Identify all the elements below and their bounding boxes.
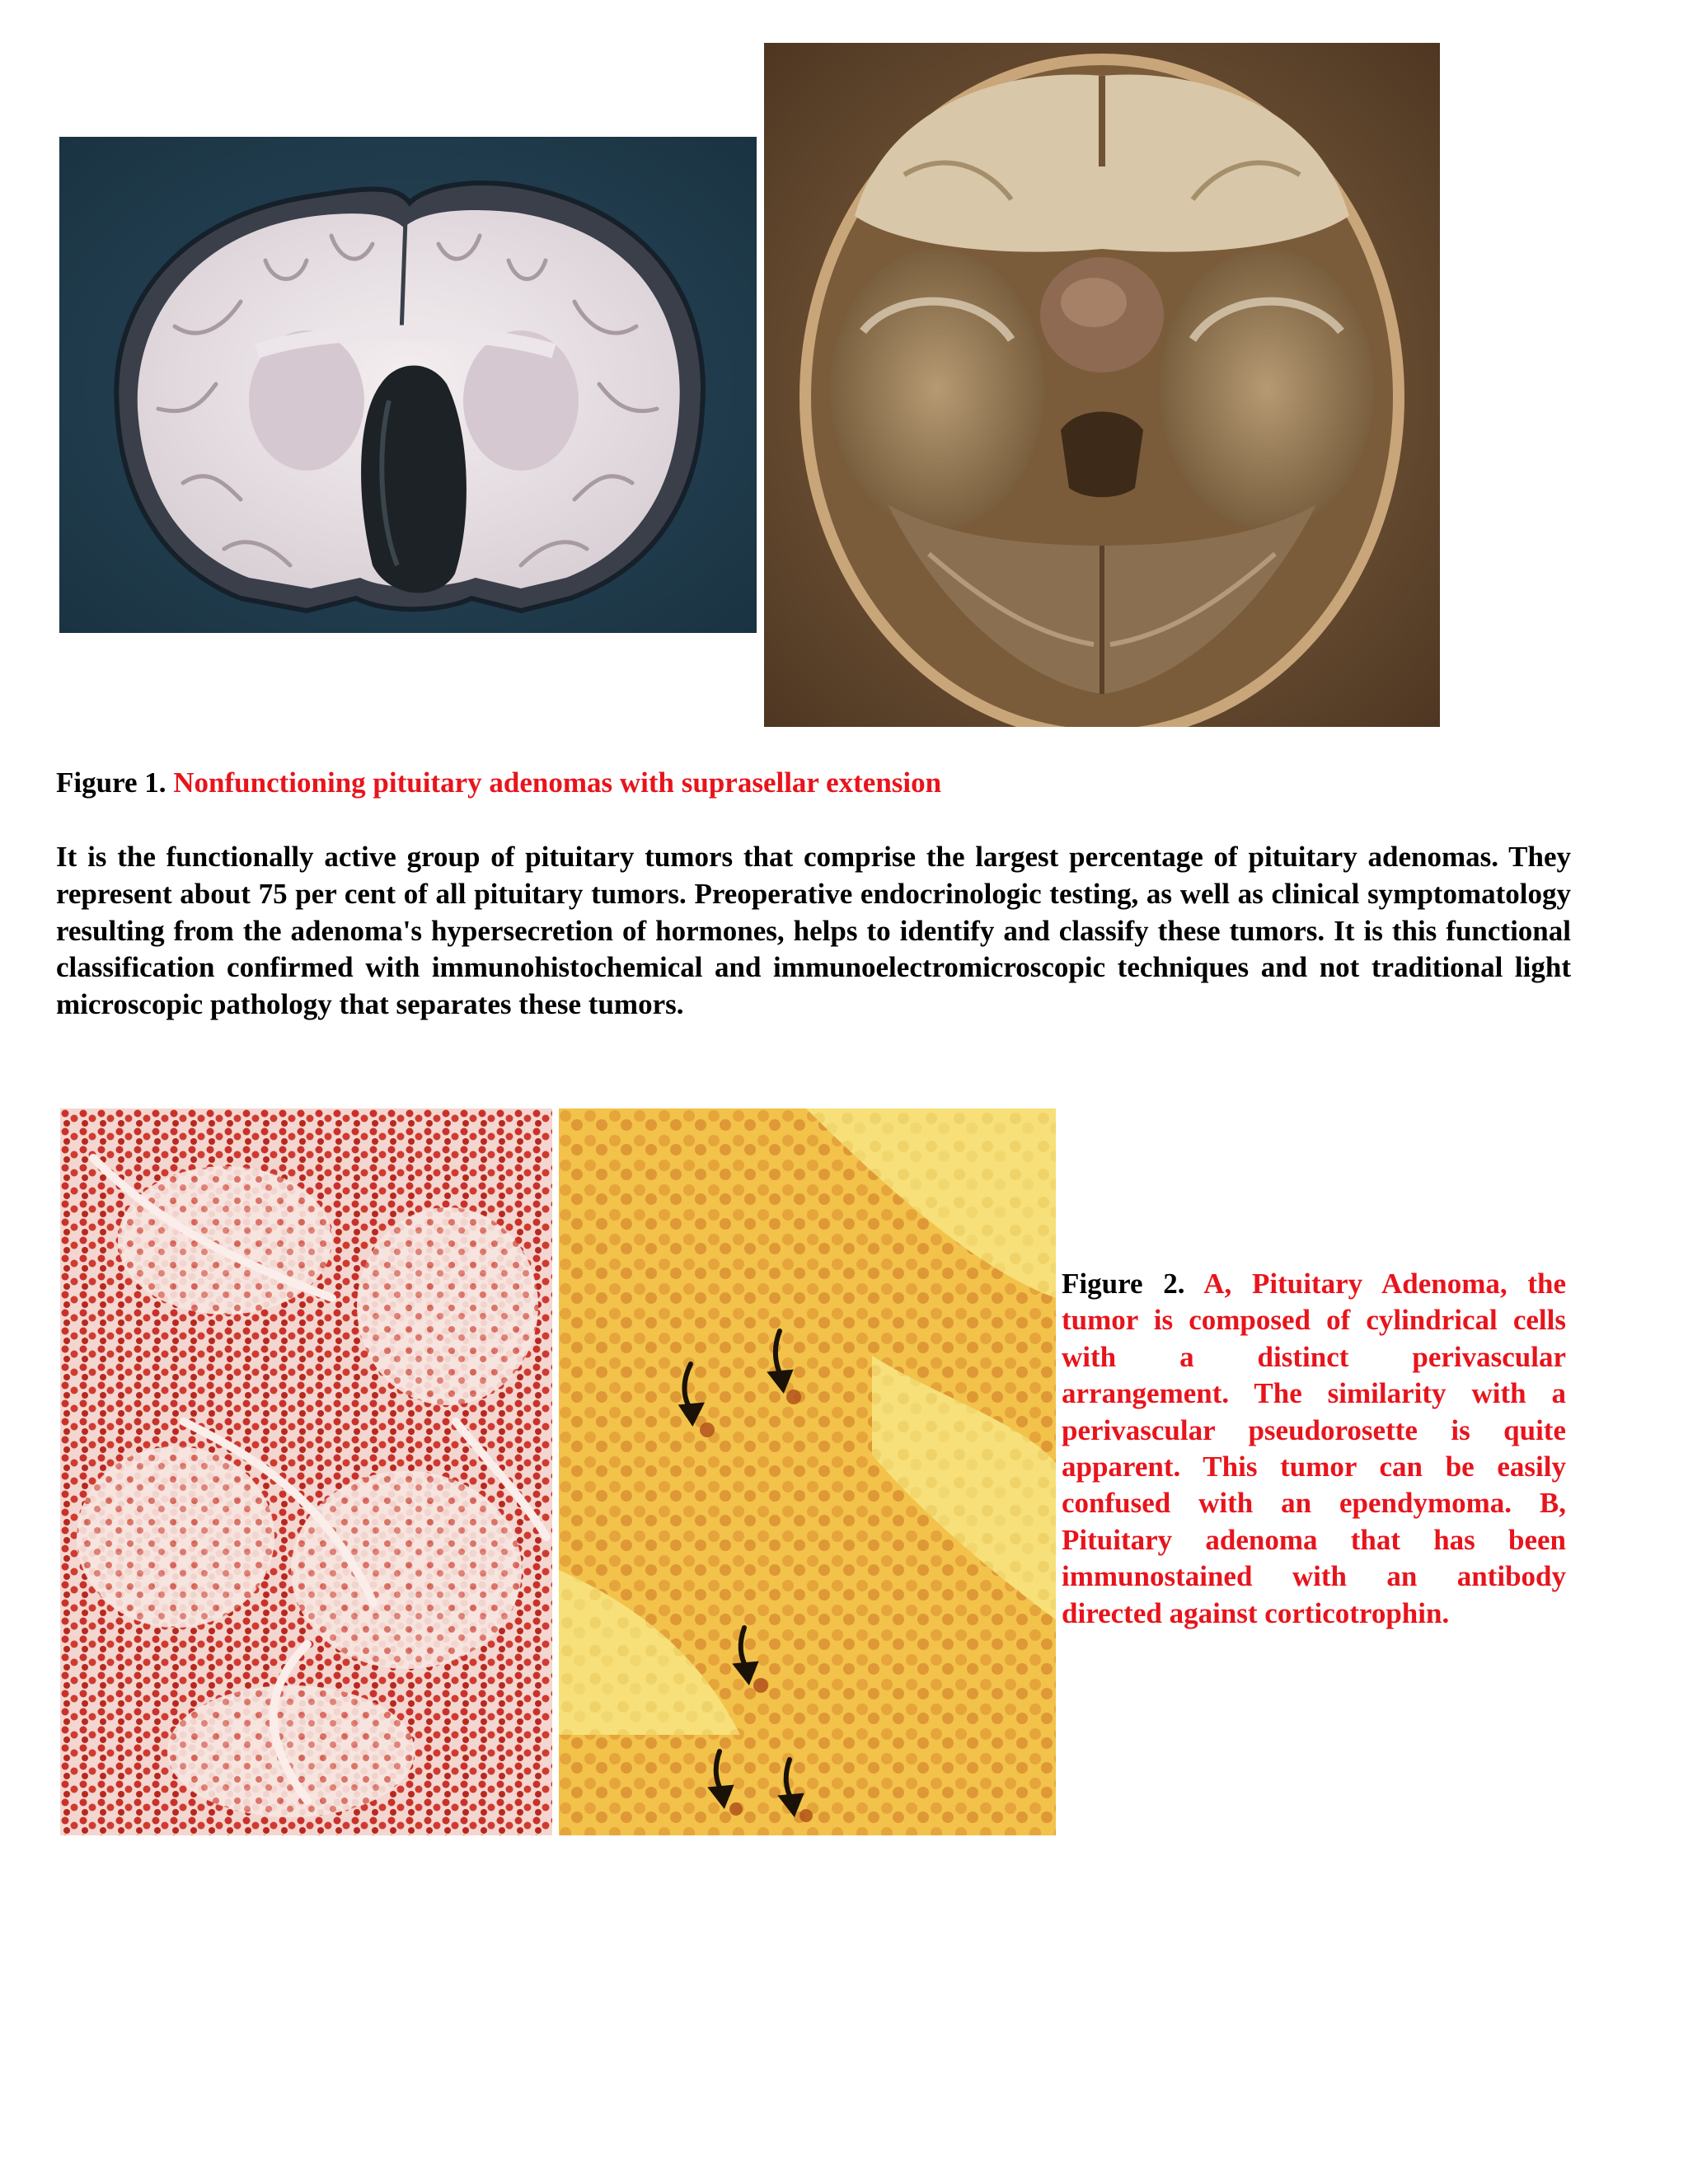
- skull-base-photo: [764, 43, 1440, 727]
- figure-1-title: Nonfunctioning pituitary adenomas with suprasellar extension: [173, 766, 942, 799]
- body-paragraph: It is the functionally active group of pituitary tumors that comprise the largest percentage of pituitary adenomas. They represent about 75 per cent of all pituitary tumors. Preoperative endocrinologic testing, as well as clinical symptomatology resulting from the adenoma's hypersecretion of hormones, helps to identify and classify these tumors. It is this functional classification confirmed with immunohistochemical and immunoelectromicroscopic techniques and not traditional light microscopic pathology that separates these tumors.: [56, 841, 1571, 1021]
- figure-1-label: Figure 1.: [56, 766, 166, 799]
- histology-he-photo: [60, 1108, 552, 1835]
- histology-immunostain-photo: [559, 1108, 1056, 1835]
- figure-2-text: A, Pituitary Adenoma, the tumor is composed of cylindrical cells with a distinct perivascular arrangement. The similarity with a perivascular pseudorosette is quite apparent. This tumor can be easily confused with an ependymoma. B, Pituitary adenoma that has been immunostained with an antibody directed against corticotrophin.: [1062, 1268, 1566, 1629]
- figure-2-label: Figure 2.: [1062, 1268, 1185, 1300]
- brain-slice-photo: [59, 137, 757, 633]
- figure-2-caption: [1062, 1266, 1566, 1632]
- figure-1-caption: [56, 766, 941, 799]
